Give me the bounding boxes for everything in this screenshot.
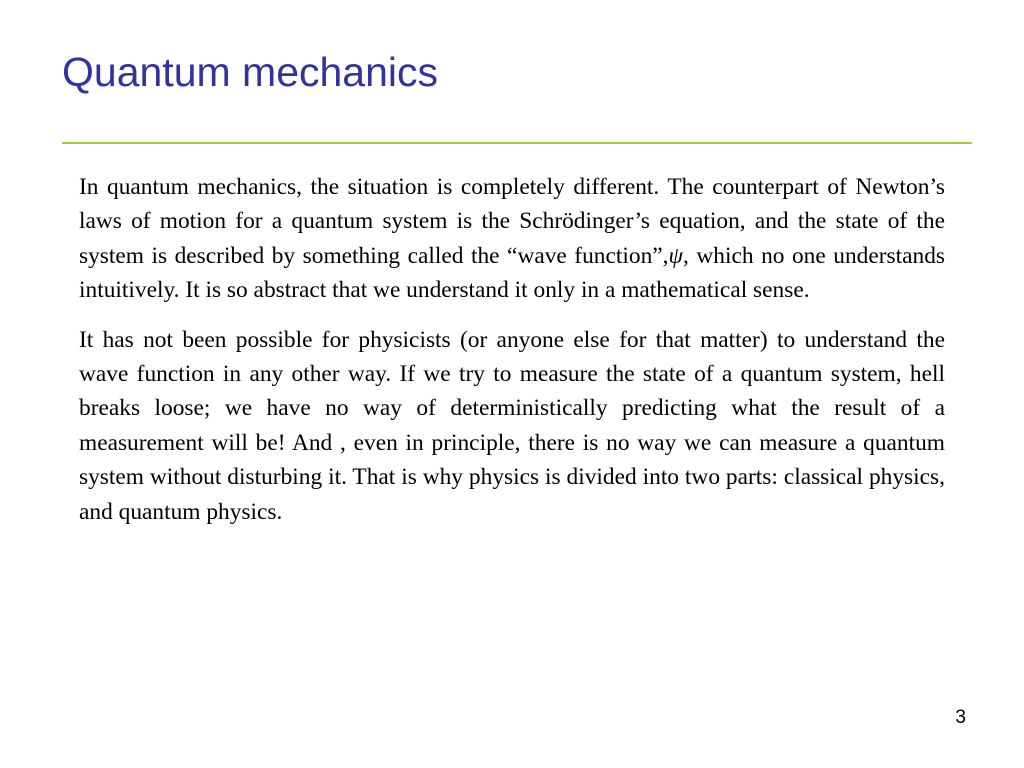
body-paragraph-2: It has not been possible for physicists (or anyone else for that matter) to understand the wave function in any other way. If we try to measure the state of a quantum system, hell breaks loose; we have no way of deterministically predicting what the result of a measurement will be! And , even in principle, there is no way we can measure a quantum system without disturbing it. That is why physics is divided into two parts: classical physics, and quantum physics. xyxy=(79,326,945,525)
paragraph-1-text-before-psi: In quantum mechanics, the situation is completely different. The counterpart of Newton’s laws of motion for a quantum system is the Schrödinger’s equation, and the state of the system is described by something called the “wave function”, xyxy=(79,174,945,269)
body-paragraph-1 xyxy=(79,170,945,308)
psi-symbol: ψ xyxy=(668,242,684,269)
slide-body xyxy=(79,170,945,529)
paragraph-1-text-after-psi: , which no one understands intuitively. It is so abstract that we understand it only in a mathematical sense. xyxy=(79,242,945,304)
slide-title: Quantum mechanics xyxy=(62,49,439,95)
title-divider xyxy=(62,142,972,144)
page-number: 3 xyxy=(955,707,966,728)
